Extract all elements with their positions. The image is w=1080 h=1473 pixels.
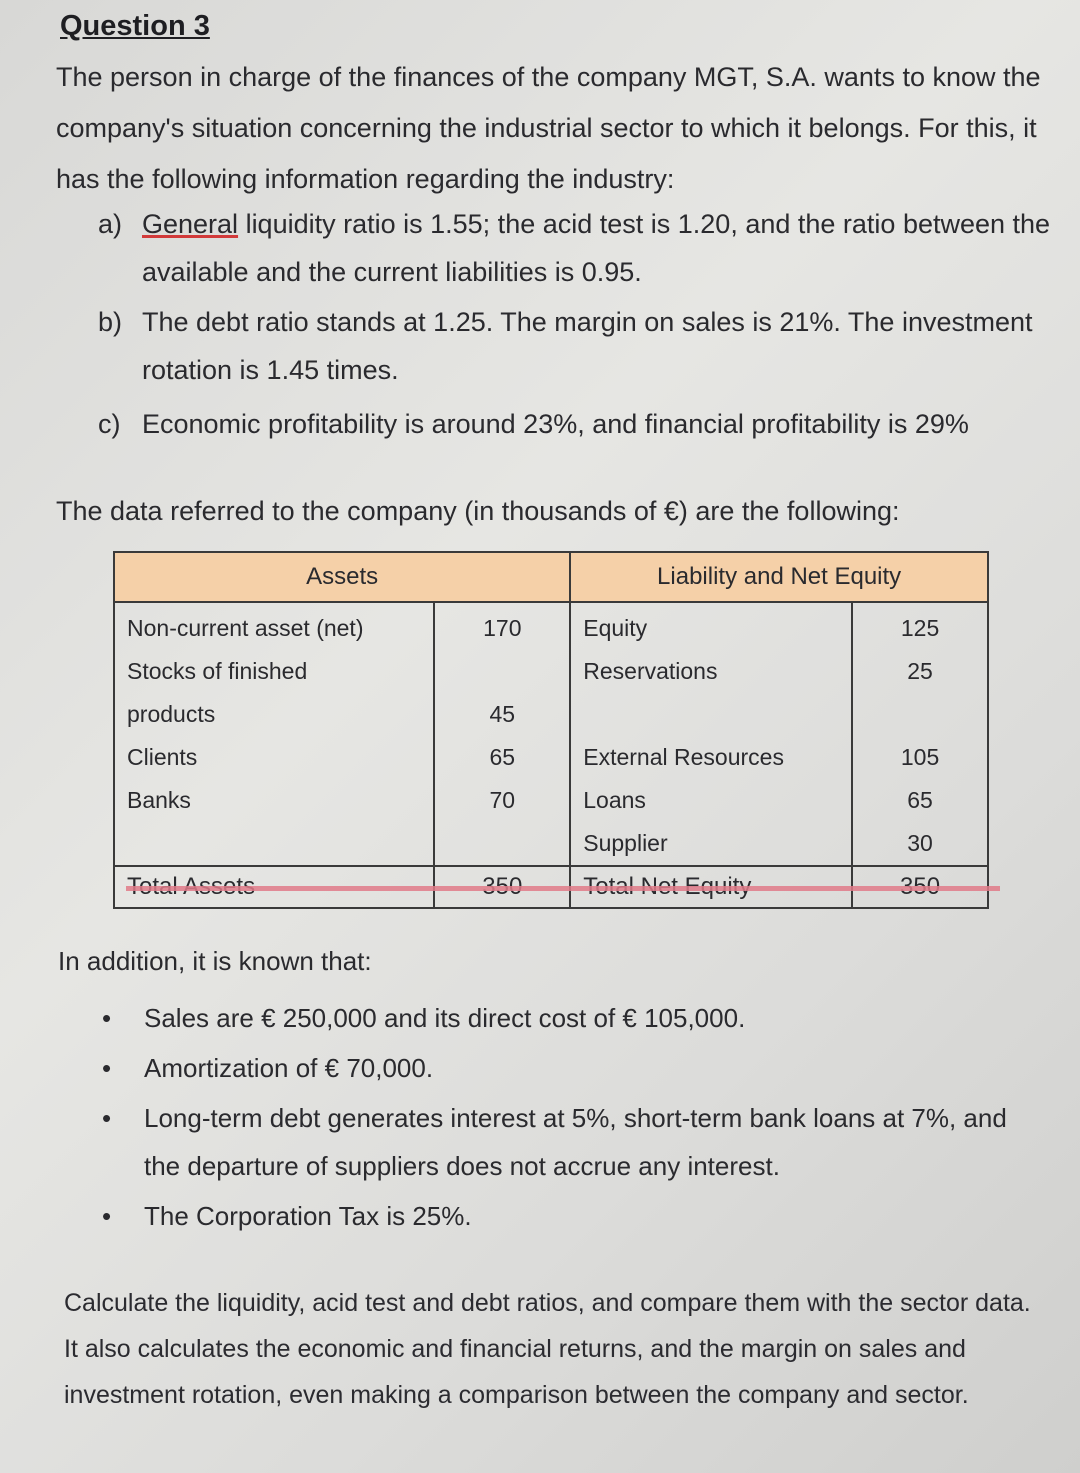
- list-item: • The Corporation Tax is 25%.: [100, 1192, 1040, 1240]
- liability-label: Loans: [570, 779, 852, 822]
- item-label: c): [98, 409, 121, 439]
- bullet-icon: •: [102, 1053, 112, 1083]
- asset-label: Clients: [114, 736, 434, 779]
- liability-value: 105: [900, 744, 940, 770]
- table-header-row: [114, 552, 988, 602]
- bullet-icon: •: [102, 1103, 112, 1133]
- question-title: Question 3: [60, 10, 210, 42]
- asset-value: 45: [434, 693, 570, 736]
- asset-value: 170: [434, 602, 570, 650]
- item-text: Economic profitability is around 23%, and financial profitability is 29%: [142, 409, 969, 439]
- item-text: The debt ratio stands at 1.25. The margin on sales is 21%. The investment rotation is 1.45 times.: [142, 307, 1033, 385]
- table-row: [114, 693, 988, 736]
- intro-paragraph: The person in charge of the finances of the company MGT, S.A. wants to know the company's situation concerning the industrial sector to which it belongs. For this, it has the following information regarding the industry:: [56, 62, 1041, 194]
- table-row: [114, 602, 988, 650]
- asset-value: [434, 822, 570, 866]
- liability-value: 30: [907, 830, 933, 856]
- bullet-icon: •: [102, 1201, 112, 1231]
- assets-header: Assets: [114, 552, 570, 602]
- liability-label: Equity: [570, 602, 852, 650]
- item-label: a): [98, 209, 123, 239]
- asset-label: Non-current asset (net): [114, 602, 434, 650]
- facts-list: [100, 994, 1040, 1242]
- item-text: General liquidity ratio is 1.55; the acid test is 1.20, and the ratio between the available and the current liabilities is 0.95.: [142, 209, 1051, 287]
- list-item: • Amortization of € 70,000.: [100, 1044, 1040, 1092]
- list-item: • Long-term debt generates interest at 5%, short-term bank loans at 7%, and the departure of suppliers does not accrue any interest.: [100, 1094, 1040, 1190]
- list-item: • Sales are € 250,000 and its direct cost of € 105,000.: [100, 994, 1040, 1042]
- asset-value: [434, 650, 570, 693]
- liabilities-header: Liability and Net Equity: [570, 552, 988, 602]
- liability-label: [570, 693, 852, 736]
- asset-value: 65: [434, 736, 570, 779]
- table-row: [114, 736, 988, 779]
- liability-value: 125: [900, 615, 940, 641]
- asset-label: products: [114, 693, 434, 736]
- highlight-underline: [126, 886, 1000, 891]
- liability-value: [852, 693, 988, 736]
- table-row: [114, 650, 988, 693]
- task-paragraph: Calculate the liquidity, acid test and debt ratios, and compare them with the sector data. It also calculates the economic and financial returns, and the margin on sales and investment rotation, even making a comparison between the company and sector.: [64, 1289, 1031, 1409]
- addition-intro: In addition, it is known that:: [58, 946, 372, 976]
- asset-label: Stocks of finished: [114, 650, 434, 693]
- liability-label: Reservations: [570, 650, 852, 693]
- item-label: b): [98, 307, 123, 337]
- liability-label: External Resources: [570, 736, 852, 779]
- table-row: [114, 822, 988, 866]
- liability-label: Supplier: [570, 822, 852, 866]
- data-intro: The data referred to the company (in thousands of €) are the following:: [56, 496, 900, 526]
- asset-value: 70: [434, 779, 570, 822]
- bullet-icon: •: [102, 1003, 112, 1033]
- asset-label: [114, 822, 434, 866]
- balance-sheet-table: [113, 551, 989, 909]
- liability-value: 25: [907, 658, 933, 684]
- underlined-word: General: [142, 209, 239, 239]
- table-row: [114, 779, 988, 822]
- asset-label: Banks: [114, 779, 434, 822]
- liability-value: 65: [907, 787, 933, 813]
